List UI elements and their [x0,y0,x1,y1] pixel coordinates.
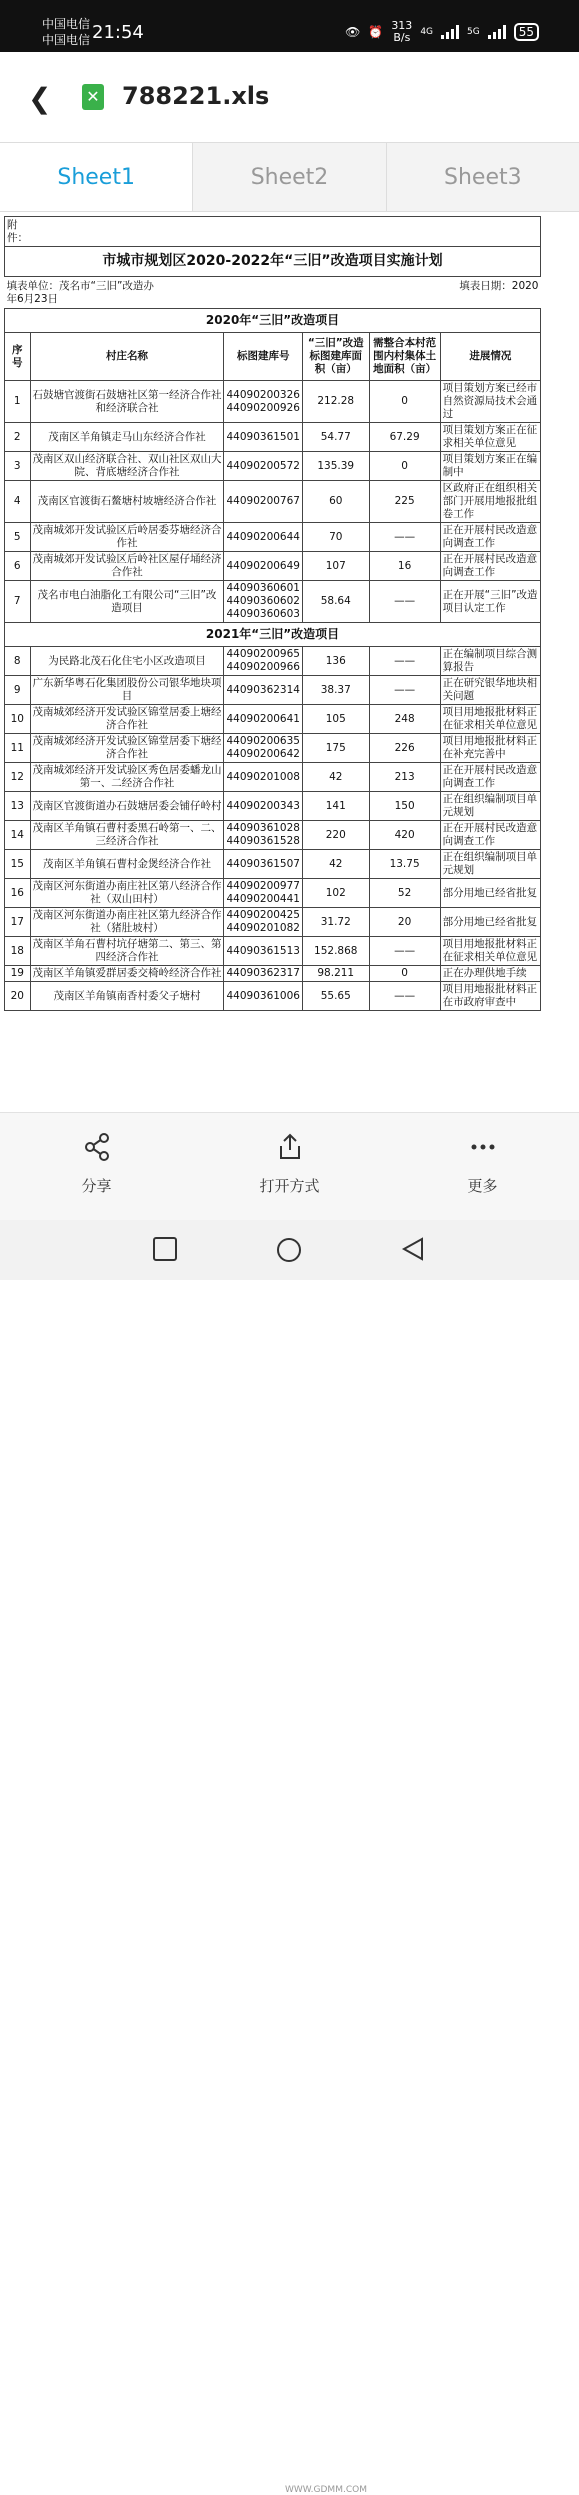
table-row [5,523,541,552]
cell-name: 茂南城郊开发试验区后岭社区屋仔埇经济合作社 [30,552,224,581]
cell-area: 38.37 [302,676,369,705]
cell-land: 213 [369,763,440,792]
watermark: WWW.GDMM.COM [285,2485,367,2495]
cell-code: 44090362314 [224,676,303,705]
cell-land: 0 [369,966,440,982]
cell-name: 石鼓塘官渡街石鼓塘社区第一经济合作社和经济联合社 [30,381,224,423]
cell-name: 茂南区官渡街石鳌塘村坡塘经济合作社 [30,481,224,523]
cell-land: —— [369,676,440,705]
cell-progress: 正在组织编制项目单元规划 [440,792,540,821]
fill-info [5,277,541,309]
cell-no: 5 [5,523,31,552]
bottom-action-bar [0,1112,579,1220]
cell-progress: 区政府正在组织相关部门开展用地报批组卷工作 [440,481,540,523]
header-row [5,333,541,381]
cell-land: —— [369,937,440,966]
cell-name: 茂南区河东街道办南庄社区第八经济合作社（双山田村） [30,879,224,908]
cell-code: 44090201008 [224,763,303,792]
cell-progress: 项目用地报批材料正在征求相关单位意见 [440,937,540,966]
cell-land: 52 [369,879,440,908]
recent-apps-icon[interactable] [152,1236,178,1268]
more-label: 更多 [467,1177,498,1195]
cell-no: 18 [5,937,31,966]
table-row [5,763,541,792]
cell-no: 11 [5,734,31,763]
cell-code: 44090200644 [224,523,303,552]
cell-land: —— [369,523,440,552]
cell-code: 44090200343 [224,792,303,821]
table-row [5,966,541,982]
header-land: 需整合本村范围内村集体土地面积（亩） [369,333,440,381]
more-button[interactable] [386,1113,579,1220]
table-row [5,676,541,705]
cell-land: —— [369,647,440,676]
cell-land: 13.75 [369,850,440,879]
cell-progress: 部分用地已经省批复 [440,879,540,908]
cell-progress: 正在办理供地手续 [440,966,540,982]
clock: 21:54 [92,22,144,43]
spreadsheet-canvas [4,216,541,1011]
carrier-1: 中国电信 [42,17,91,31]
cell-area: 175 [302,734,369,763]
cell-area: 31.72 [302,908,369,937]
cell-land: 248 [369,705,440,734]
attach-label: 附件： [5,217,31,247]
cell-code: 44090361501 [224,423,303,452]
cell-name: 茂南城郊经济开发试验区锦堂居委下塘经济合作社 [30,734,224,763]
table-row [5,452,541,481]
carrier-labels [42,16,90,48]
cell-progress: 部分用地已经省批复 [440,908,540,937]
carrier-2: 中国电信 [42,33,91,47]
back-nav-icon[interactable] [400,1236,426,1268]
cell-no: 14 [5,821,31,850]
section-2020: 2020年“三旧”改造项目 [5,309,541,333]
cell-no: 20 [5,982,31,1011]
cell-code: 44090200641 [224,705,303,734]
home-icon[interactable] [275,1236,303,1270]
fill-date: 填表日期：2020 [459,280,539,292]
cell-land: —— [369,982,440,1011]
spreadsheet-view[interactable] [0,212,579,1112]
cell-no: 16 [5,879,31,908]
table-row [5,982,541,1011]
cell-progress: 正在研究银华地块相关问题 [440,676,540,705]
cell-land: 420 [369,821,440,850]
header-progress: 进展情况 [440,333,540,381]
cell-code: 44090200965 44090200966 [224,647,303,676]
cell-no: 8 [5,647,31,676]
cell-name: 茂南城郊经济开发试验区秀色居委蟠龙山第一、二经济合作社 [30,763,224,792]
cell-code: 44090200572 [224,452,303,481]
cell-progress: 正在开展村民改造意向调查工作 [440,523,540,552]
cell-no: 12 [5,763,31,792]
share-icon [0,1133,193,1167]
file-header [0,52,579,142]
sheet-tabs [0,142,579,212]
cell-progress: 正在开展村民改造意向调查工作 [440,821,540,850]
header-area: “三旧”改造标图建库面积（亩） [302,333,369,381]
cell-progress: 项目策划方案已经市自然资源局技术会通过 [440,381,540,423]
cell-progress: 正在开展“三旧”改造项目认定工作 [440,581,540,623]
cell-code: 44090361028 44090361528 [224,821,303,850]
cell-land: 67.29 [369,423,440,452]
table-row [5,879,541,908]
cell-code: 44090200767 [224,481,303,523]
cell-area: 54.77 [302,423,369,452]
status-bar [0,0,579,52]
cell-progress: 正在开展村民改造意向调查工作 [440,552,540,581]
cell-code: 44090200649 [224,552,303,581]
cell-name: 茂南区羊角镇爱群居委交椅岭经济合作社 [30,966,224,982]
section-2021: 2021年“三旧”改造项目 [5,623,541,647]
cell-name: 茂南区羊角石曹村坑仔塘第二、第三、第四经济合作社 [30,937,224,966]
cell-code: 44090200977 44090200441 [224,879,303,908]
cell-name: 茂南区羊角镇石曹村金煲经济合作社 [30,850,224,879]
cell-no: 7 [5,581,31,623]
open-with-button[interactable] [193,1113,386,1220]
cell-progress: 项目策划方案正在征求相关单位意见 [440,423,540,452]
cell-no: 10 [5,705,31,734]
cell-code: 44090362317 [224,966,303,982]
eye-icon: 👁 [345,25,361,39]
table-row [5,481,541,523]
data-table [4,216,541,1011]
cell-progress: 正在开展村民改造意向调查工作 [440,763,540,792]
cell-no: 15 [5,850,31,879]
cell-name: 茂南区羊角镇南香村委父子塘村 [30,982,224,1011]
cell-progress: 项目用地报批材料正在市政府审查中 [440,982,540,1011]
cell-area: 58.64 [302,581,369,623]
cell-name: 茂南区羊角镇石曹村委黑石岭第一、二、三经济合作社 [30,821,224,850]
header-code: 标图建库号 [224,333,303,381]
table-row [5,734,541,763]
table-row [5,423,541,452]
cell-code: 44090361513 [224,937,303,966]
cell-code: 44090200425 44090201082 [224,908,303,937]
cell-progress: 项目用地报批材料正在征求相关单位意见 [440,705,540,734]
cell-code: 44090200326 44090200926 [224,381,303,423]
cell-code: 44090200635 44090200642 [224,734,303,763]
cell-area: 42 [302,763,369,792]
cell-name: 茂南城郊开发试验区后岭居委芬塘经济合作社 [30,523,224,552]
cell-no: 6 [5,552,31,581]
cell-area: 107 [302,552,369,581]
cell-area: 55.65 [302,982,369,1011]
cell-area: 141 [302,792,369,821]
fill-unit: 填表单位：茂名市“三旧”改造办 [6,280,154,292]
cell-area: 42 [302,850,369,879]
table-row [5,937,541,966]
cell-name: 茂南区河东街道办南庄社区第九经济合作社（猪肚坡村） [30,908,224,937]
cell-name: 广东新华粤石化集团股份公司银华地块项目 [30,676,224,705]
cell-code: 44090361507 [224,850,303,879]
cell-land: 20 [369,908,440,937]
cell-land: —— [369,581,440,623]
tab-sheet2[interactable]: Sheet2 [193,143,386,211]
cell-land: 150 [369,792,440,821]
cell-area: 98.211 [302,966,369,982]
network-type-2: 5G [467,27,480,37]
cell-name: 茂南区双山经济联合社、双山社区双山大院、背底塘经济合作社 [30,452,224,481]
table-row [5,821,541,850]
cell-area: 70 [302,523,369,552]
cell-area: 60 [302,481,369,523]
table-row [5,381,541,423]
cell-no: 3 [5,452,31,481]
share-button[interactable] [0,1113,193,1220]
header-no: 序号 [5,333,31,381]
battery-icon: 55 [514,23,539,41]
share-label: 分享 [81,1177,112,1195]
cell-name: 茂南城郊经济开发试验区锦堂居委上塘经济合作社 [30,705,224,734]
cell-land: 0 [369,452,440,481]
cell-area: 152.868 [302,937,369,966]
cell-area: 220 [302,821,369,850]
table-row [5,850,541,879]
cell-progress: 正在组织编制项目单元规划 [440,850,540,879]
cell-land: 0 [369,381,440,423]
cell-area: 102 [302,879,369,908]
cell-code: 44090360601 44090360602 44090360603 [224,581,303,623]
signal-icon-2 [488,25,506,39]
cell-land: 226 [369,734,440,763]
open-with-label: 打开方式 [259,1177,320,1195]
table-row [5,908,541,937]
tab-sheet3[interactable]: Sheet3 [444,165,522,190]
alarm-icon: ⏰ [368,25,384,39]
table-row [5,581,541,623]
open-with-icon [193,1133,386,1167]
cell-name: 茂名市电白油脂化工有限公司“三旧”改造项目 [30,581,224,623]
cell-no: 1 [5,381,31,423]
cell-area: 135.39 [302,452,369,481]
cell-area: 105 [302,705,369,734]
cell-no: 2 [5,423,31,452]
sheet-title: 市城市规划区2020-2022年“三旧”改造项目实施计划 [5,247,541,277]
status-icons [345,20,539,44]
table-row [5,705,541,734]
table-row [5,792,541,821]
cell-name: 茂南区官渡街道办石鼓塘居委会铺仔岭村 [30,792,224,821]
cell-code: 44090361006 [224,982,303,1011]
signal-icon [441,25,459,39]
cell-no: 13 [5,792,31,821]
net-speed: 313 B/s [391,19,413,44]
cell-area: 136 [302,647,369,676]
cell-area: 212.28 [302,381,369,423]
system-nav-bar [0,1220,579,2495]
network-type-1: 4G [420,27,434,37]
file-name: 788221.xls [122,82,270,110]
fill-date-continued: 年6月23日 [6,293,59,305]
cell-no: 4 [5,481,31,523]
cell-land: 16 [369,552,440,581]
cell-land: 225 [369,481,440,523]
cell-progress: 项目策划方案正在编制中 [440,452,540,481]
header-name: 村庄名称 [30,333,224,381]
excel-file-icon: ✕ [82,84,104,110]
cell-progress: 项目用地报批材料正在补充完善中 [440,734,540,763]
cell-no: 9 [5,676,31,705]
table-row [5,647,541,676]
back-icon[interactable]: ❮ [28,82,52,115]
tab-sheet1[interactable]: Sheet1 [0,143,193,211]
more-icon [386,1133,579,1167]
cell-no: 17 [5,908,31,937]
cell-name: 为民路北茂石化住宅小区改造项目 [30,647,224,676]
cell-name: 茂南区羊角镇走马山东经济合作社 [30,423,224,452]
cell-progress: 正在编制项目综合测算报告 [440,647,540,676]
cell-no: 19 [5,966,31,982]
table-row [5,552,541,581]
